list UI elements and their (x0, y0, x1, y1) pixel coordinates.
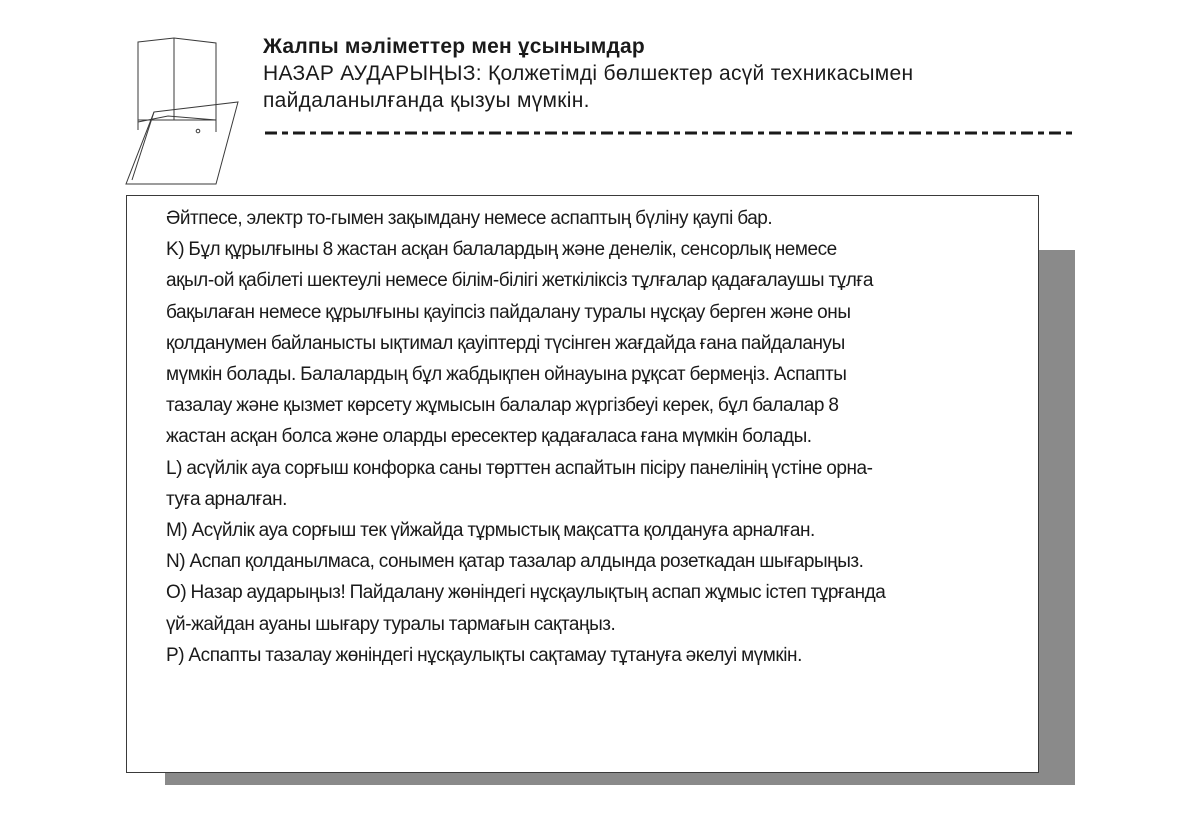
section-title: Жалпы мәліметтер мен ұсынымдар (263, 35, 645, 58)
body-line: ақыл-ой қабілеті шектеулі немесе білім-білігі жеткіліксіз тұлғалар қадағалаушы тұлға (166, 270, 873, 292)
body-line: туға арналған. (166, 488, 287, 510)
body-line: Әйтпесе, электр то-гымен зақымдану немесе аспаптың бүліну қаупі бар. (166, 208, 773, 229)
body-line: P) Аспапты тазалау жөніндегі нұсқаулықты сақтамау тұтануға әкелуі мүмкін. (166, 644, 802, 666)
body-line: O) Назар аударыңыз! Пайдалану жөніндегі нұсқаулықтың аспап жұмыс істеп тұрғанда (166, 582, 886, 604)
body-line: M) Асүйлік ауа сорғыш тек үйжайда тұрмыстық мақсатта қолдануға арналған. (166, 520, 815, 542)
body-line: жастан асқан болса және оларды ересектер қадағаласа ғана мүмкін болады. (166, 426, 812, 448)
body-line: тазалау және қызмет көрсету жұмысын балалар жүргізбеуі керек, бұл балалар 8 (166, 395, 839, 417)
body-line: мүмкін болады. Балалардың бұл жабдықпен ойнауына рұқсат бермеңіз. Аспапты (166, 364, 847, 386)
dashed-divider (265, 130, 1077, 136)
warning-line-1: НАЗАР АУДАРЫҢЫЗ: Қолжетімді бөлшектер асүй техникасымен (263, 62, 914, 85)
body-text (166, 203, 1036, 671)
warning-line-2: пайдаланылғанда қызуы мүмкін. (263, 89, 590, 112)
cooker-hood-illustration-icon (118, 34, 248, 190)
body-line: үй-жайдан ауаны шығару туралы тармағын сақтаңыз. (166, 613, 616, 635)
body-line: қолданумен байланысты ықтимал қауіптерді түсінген жағдайда ғана пайдалануы (166, 332, 845, 354)
body-line: K) Бұл құрылғыны 8 жастан асқан балалардың және денелік, сенсорлық немесе (166, 239, 837, 261)
body-line: L) асүйлік ауа сорғыш конфорка саны төрттен аспайтын пісіру панелінің үстіне орна- (166, 457, 873, 479)
body-line: N) Аспап қолданылмаса, сонымен қатар тазалар алдында розеткадан шығарыңыз. (166, 551, 864, 573)
body-line: бақылаған немесе құрылғыны қауіпсіз пайдалану туралы нұсқау берген және оны (166, 301, 851, 323)
section-header (263, 34, 1083, 114)
